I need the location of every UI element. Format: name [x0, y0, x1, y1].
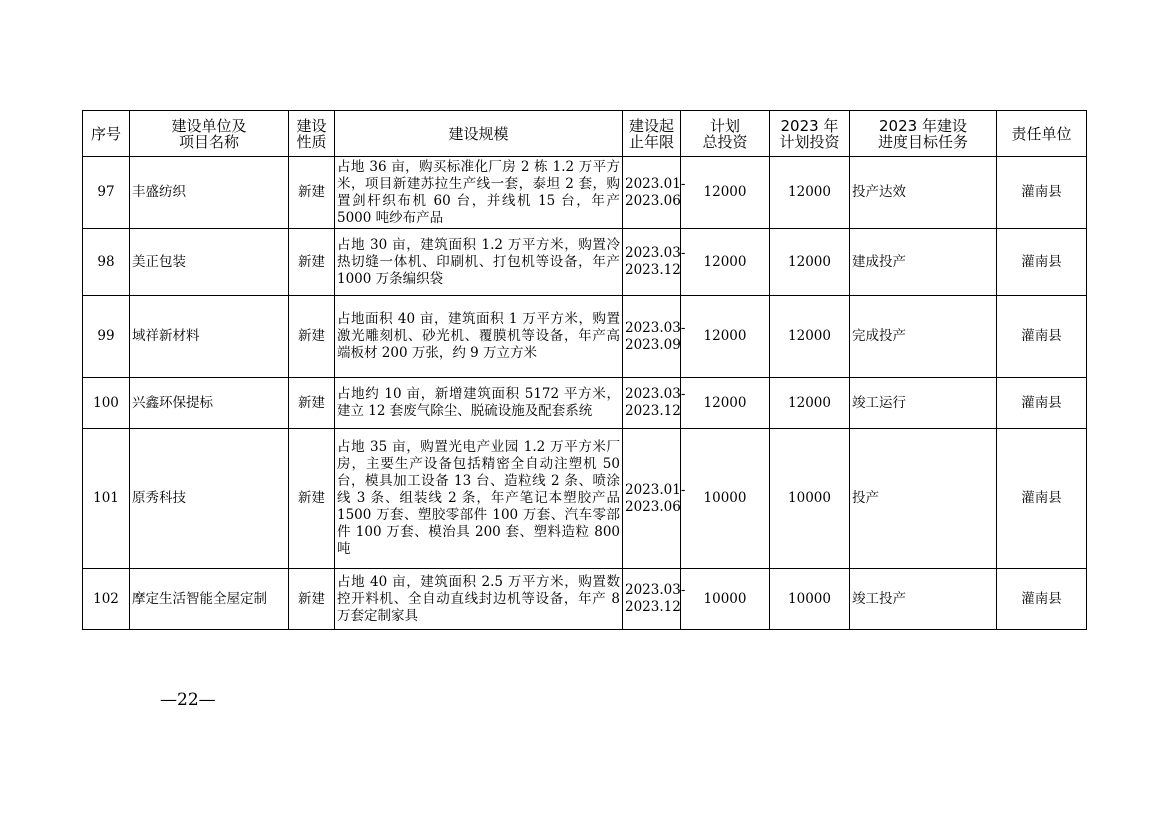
- header-total-investment: 计划 总投资: [681, 111, 770, 157]
- cell-nature: 新建: [289, 429, 335, 569]
- cell-seq: 100: [83, 378, 130, 429]
- cell-scale: 占地 30 亩，建筑面积 1.2 万平方米，购置冷热切缝一体机、印刷机、打包机等设备，年产 1000 万条编织袋: [335, 229, 623, 296]
- cell-nature: 新建: [289, 569, 335, 630]
- header-target-2023: 2023 年建设 进度目标任务: [850, 111, 997, 157]
- cell-seq: 99: [83, 296, 130, 378]
- header-unit-name: 建设单位及 项目名称: [130, 111, 289, 157]
- cell-scale: 占地面积 40 亩，建筑面积 1 万平方米，购置激光雕刻机、砂光机、覆膜机等设备，年产高端板材 200 万张，约 9 万立方米: [335, 296, 623, 378]
- cell-scale: 占地约 10 亩，新增建筑面积 5172 平方米，建立 12 套废气除尘、脱硫设施及配套系统: [335, 378, 623, 429]
- cell-responsible-unit: 灌南县: [997, 296, 1087, 378]
- cell-total-investment: 10000: [681, 569, 770, 630]
- header-seq: 序号: [83, 111, 130, 157]
- cell-nature: 新建: [289, 229, 335, 296]
- cell-plan-2023: 12000: [770, 229, 850, 296]
- cell-period: 2023.03- 2023.09: [623, 296, 681, 378]
- cell-responsible-unit: 灌南县: [997, 157, 1087, 229]
- cell-nature: 新建: [289, 378, 335, 429]
- cell-target: 投产达效: [850, 157, 997, 229]
- cell-plan-2023: 12000: [770, 378, 850, 429]
- cell-responsible-unit: 灌南县: [997, 429, 1087, 569]
- cell-responsible-unit: 灌南县: [997, 378, 1087, 429]
- table-header-row: [83, 111, 1087, 157]
- cell-target: 完成投产: [850, 296, 997, 378]
- cell-plan-2023: 10000: [770, 569, 850, 630]
- cell-seq: 98: [83, 229, 130, 296]
- project-table: [82, 110, 1087, 630]
- cell-project-name: 丰盛纺织: [130, 157, 289, 229]
- cell-period: 2023.01- 2023.06: [623, 429, 681, 569]
- cell-total-investment: 12000: [681, 157, 770, 229]
- cell-target: 建成投产: [850, 229, 997, 296]
- cell-scale: 占地 35 亩，购置光电产业园 1.2 万平方米厂房，主要生产设备包括精密全自动注塑机 50 台，模具加工设备 13 台、造粒线 2 条、喷涂线 3 条、组装线 2 条，年产笔记本塑胶产品 1500 万套、塑胶零部件 100 万套、汽车零部件 100 万套、模治具 200 套、塑料造粒 800 吨: [335, 429, 623, 569]
- header-period: 建设起 止年限: [623, 111, 681, 157]
- cell-project-name: 原秀科技: [130, 429, 289, 569]
- cell-total-investment: 10000: [681, 429, 770, 569]
- header-nature: 建设 性质: [289, 111, 335, 157]
- cell-responsible-unit: 灌南县: [997, 569, 1087, 630]
- cell-period: 2023.01- 2023.06: [623, 157, 681, 229]
- cell-nature: 新建: [289, 157, 335, 229]
- page-number: —22—: [160, 690, 216, 710]
- header-scale: 建设规模: [335, 111, 623, 157]
- table-row: [83, 157, 1087, 229]
- cell-plan-2023: 10000: [770, 429, 850, 569]
- table-row: [83, 429, 1087, 569]
- cell-project-name: 摩定生活智能全屋定制: [130, 569, 289, 630]
- cell-responsible-unit: 灌南县: [997, 229, 1087, 296]
- header-responsible-unit: 责任单位: [997, 111, 1087, 157]
- cell-total-investment: 12000: [681, 296, 770, 378]
- table-row: [83, 378, 1087, 429]
- cell-period: 2023.03- 2023.12: [623, 229, 681, 296]
- cell-target: 投产: [850, 429, 997, 569]
- table-row: [83, 296, 1087, 378]
- cell-scale: 占地 36 亩，购买标准化厂房 2 栋 1.2 万平方米，项目新建苏拉生产线一套，泰坦 2 套，购置剑杆织布机 60 台，并线机 15 台，年产 5000 吨纱布产品: [335, 157, 623, 229]
- table-row: [83, 569, 1087, 630]
- cell-plan-2023: 12000: [770, 157, 850, 229]
- cell-target: 竣工投产: [850, 569, 997, 630]
- cell-target: 竣工运行: [850, 378, 997, 429]
- cell-period: 2023.03- 2023.12: [623, 378, 681, 429]
- cell-total-investment: 12000: [681, 378, 770, 429]
- cell-project-name: 兴鑫环保提标: [130, 378, 289, 429]
- cell-project-name: 域祥新材料: [130, 296, 289, 378]
- cell-total-investment: 12000: [681, 229, 770, 296]
- cell-nature: 新建: [289, 296, 335, 378]
- cell-seq: 101: [83, 429, 130, 569]
- cell-seq: 102: [83, 569, 130, 630]
- cell-project-name: 美正包装: [130, 229, 289, 296]
- header-plan-2023: 2023 年 计划投资: [770, 111, 850, 157]
- cell-scale: 占地 40 亩，建筑面积 2.5 万平方米，购置数控开料机、全自动直线封边机等设备，年产 8 万套定制家具: [335, 569, 623, 630]
- cell-plan-2023: 12000: [770, 296, 850, 378]
- cell-seq: 97: [83, 157, 130, 229]
- table-row: [83, 229, 1087, 296]
- cell-period: 2023.03- 2023.12: [623, 569, 681, 630]
